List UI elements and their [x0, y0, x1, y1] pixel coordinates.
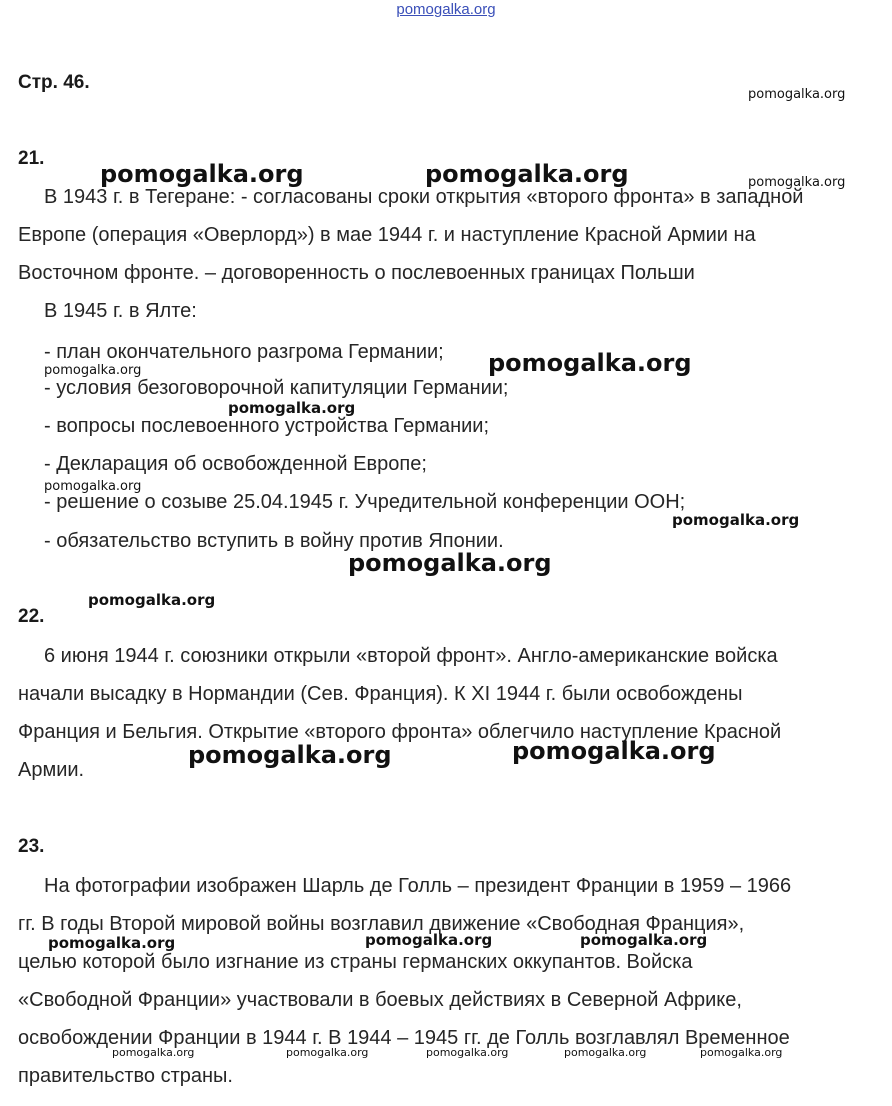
watermark-text: pomogalka.org: [365, 931, 493, 949]
section-23-line-1: На фотографии изображен Шарль де Голль – президент Франции в 1959 – 1966: [44, 875, 792, 897]
watermark-text: pomogalka.org: [580, 931, 708, 949]
section-21-intro-line-2: Европе (операция «Оверлорд») в мае 1944 г. и наступление Красной Армии на: [18, 224, 756, 246]
section-22-number: 22.: [18, 606, 45, 627]
watermark-text: pomogalka.org: [48, 934, 176, 952]
section-21-item: - план окончательного разгрома Германии;: [44, 341, 444, 363]
watermark-text: pomogalka.org: [188, 741, 392, 769]
watermark-text: pomogalka.org: [488, 349, 692, 377]
watermark-text: pomogalka.org: [286, 1046, 369, 1059]
section-22-line-3: Франция и Бельгия. Открытие «второго фронта» облегчило наступление Красной: [18, 721, 782, 743]
section-23-line-5: освобождении Франции в 1944 г. В 1944 – 1945 гг. де Голль возглавлял Временное: [18, 1027, 790, 1049]
section-23-line-6: правительство страны.: [18, 1065, 233, 1087]
watermark-text: pomogalka.org: [672, 511, 800, 529]
section-22-line-1: 6 июня 1944 г. союзники открыли «второй фронт». Англо-американские войска: [44, 645, 778, 667]
section-22-line-4: Армии.: [18, 759, 85, 781]
section-21-item: - обязательство вступить в войну против Японии.: [44, 530, 504, 552]
section-23-line-4: «Свободной Франции» участвовали в боевых действиях в Северной Африке,: [18, 989, 742, 1011]
watermark-text: pomogalka.org: [44, 479, 142, 494]
section-22-line-2: начали высадку в Нормандии (Сев. Франция). К XI 1944 г. были освобождены: [18, 683, 743, 705]
watermark-text: pomogalka.org: [512, 737, 716, 765]
page-label: Стр. 46.: [18, 72, 90, 93]
watermark-text: pomogalka.org: [44, 363, 142, 378]
watermark-text: pomogalka.org: [112, 1046, 195, 1059]
site-header-link[interactable]: pomogalka.org: [396, 1, 496, 18]
watermark-text: pomogalka.org: [425, 160, 629, 188]
section-21-item: - решение о созыве 25.04.1945 г. Учредительной конференции ООН;: [44, 491, 686, 513]
section-23-number: 23.: [18, 836, 45, 857]
watermark-text: pomogalka.org: [348, 549, 552, 577]
watermark-text: pomogalka.org: [564, 1046, 647, 1059]
section-21-yalta-label: В 1945 г. в Ялте:: [44, 300, 197, 322]
section-21-intro-line-3: Восточном фронте. – договоренность о послевоенных границах Польши: [18, 262, 695, 284]
watermark-text: pomogalka.org: [228, 399, 356, 417]
watermark-text: pomogalka.org: [426, 1046, 509, 1059]
watermark-text: pomogalka.org: [748, 87, 846, 102]
watermark-text: pomogalka.org: [88, 591, 216, 609]
section-21-intro-line-1: В 1943 г. в Тегеране: - согласованы сроки открытия «второго фронта» в западной: [44, 186, 804, 208]
section-21-number: 21.: [18, 148, 45, 169]
section-21-item: - Декларация об освобожденной Европе;: [44, 453, 427, 475]
section-23-line-2: гг. В годы Второй мировой войны возглавил движение «Свободная Франция»,: [18, 913, 745, 935]
section-21-item: - вопросы послевоенного устройства Германии;: [44, 415, 490, 437]
section-23-line-3: целью которой было изгнание из страны германских оккупантов. Войска: [18, 951, 693, 973]
watermark-text: pomogalka.org: [100, 160, 304, 188]
section-21-item: - условия безоговорочной капитуляции Германии;: [44, 377, 509, 399]
watermark-text: pomogalka.org: [748, 175, 846, 190]
watermark-text: pomogalka.org: [700, 1046, 783, 1059]
